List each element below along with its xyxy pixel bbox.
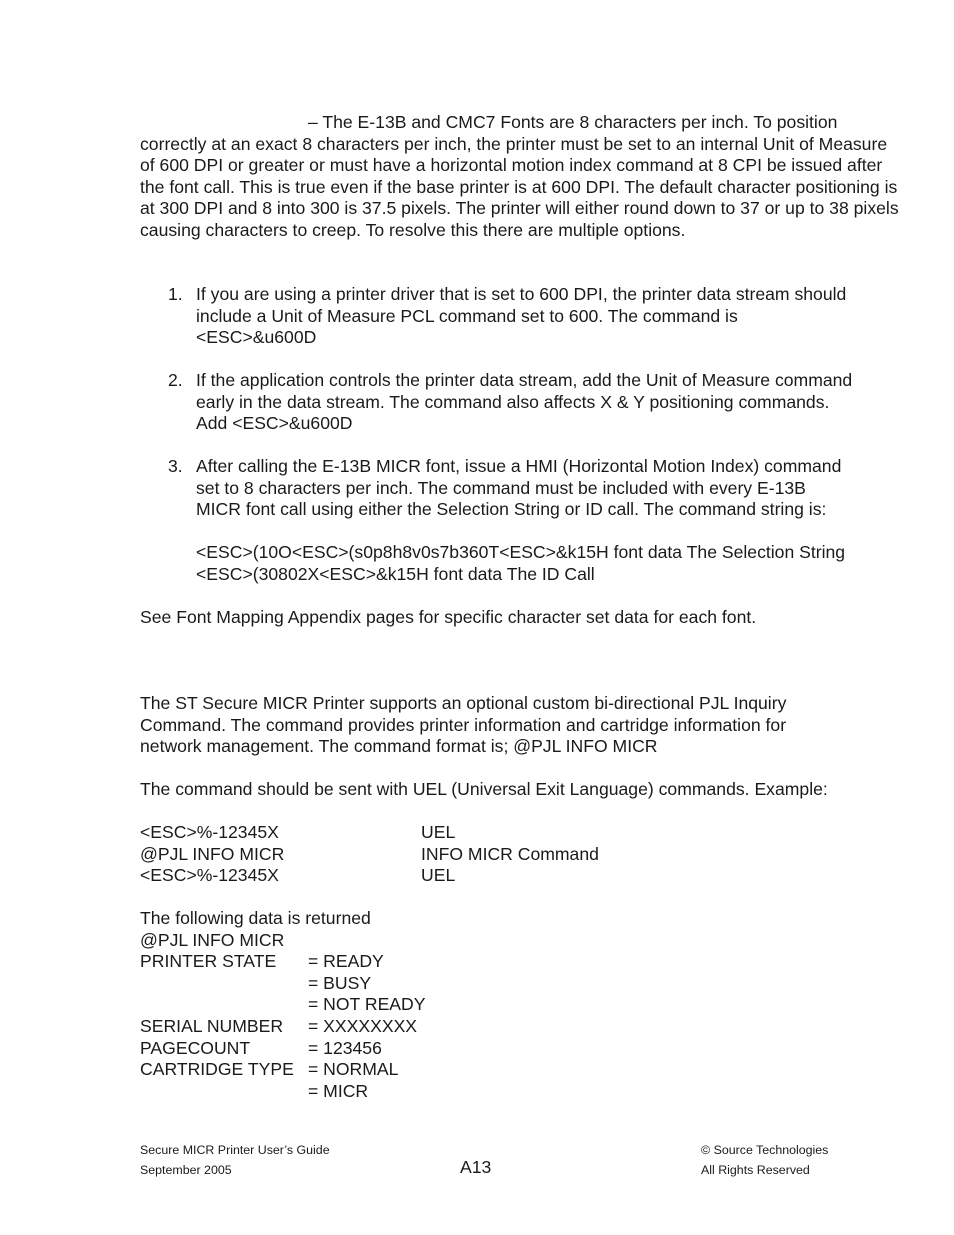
field-label: CARTRIDGE TYPE — [140, 1059, 294, 1080]
uel-example-row — [140, 822, 456, 844]
option-number: 1. — [168, 284, 183, 304]
field-label: SERIAL NUMBER — [140, 1016, 284, 1036]
intro-rest: correctly at an exact 8 characters per inch, the printer must be set to an internal Unit of Measure of 600 DPI or greater or must have a horizontal motion index command at 8 CPI be issued after the font call. This is true even if the base printer is at 600 DPI. The default character positioning is at 300 DPI and 8 into 300 is 37.5 pixels. The printer will either round down to 37 or up to 38 pixels causing characters to creep. To resolve this there are multiple options. — [140, 133, 899, 240]
option-line: <ESC>&u600D — [196, 327, 317, 348]
field-value: = NORMAL — [308, 1059, 399, 1080]
field-value: = NOT READY — [308, 994, 426, 1015]
returned-field-row — [140, 1037, 382, 1060]
returned-intro: The following data is returned — [140, 908, 371, 928]
field-label: PRINTER STATE — [140, 951, 277, 972]
option-body — [196, 370, 900, 435]
uel-meaning: UEL — [421, 822, 456, 842]
option-line: After calling the E-13B MICR font, issue a HMI (Horizontal Motion Index) command — [196, 456, 842, 476]
option-line: If the application controls the printer data stream, add the Unit of Measure command — [196, 370, 853, 390]
uel-example-row — [140, 865, 456, 887]
option-body — [196, 284, 900, 349]
option-number: 3. — [168, 456, 183, 476]
option-line: include a Unit of Measure PCL command set to 600. The command is — [196, 305, 738, 326]
command-string-selection: <ESC>(10O<ESC>(s0p8h8v0s7b360T<ESC>&k15H font data The Selection String — [196, 542, 846, 563]
field-value: = READY — [308, 951, 384, 972]
uel-meaning: UEL — [421, 865, 456, 886]
option-line: set to 8 characters per inch. The command must be included with every E-13B — [196, 477, 806, 498]
pjl-line: network management. The command format is; @PJL INFO MICR — [140, 736, 658, 757]
option-line: MICR font call using either the Selection String or ID call. The command string is: — [196, 499, 827, 520]
footer-rights: All Rights Reserved — [701, 1163, 810, 1177]
footer-guide-title: Secure MICR Printer User’s Guide — [140, 1143, 330, 1157]
returned-field-row — [140, 1059, 399, 1081]
field-value: = MICR — [308, 1080, 369, 1101]
uel-example-row — [140, 843, 599, 866]
footer-date: September 2005 — [140, 1163, 232, 1177]
pjl-line: The ST Secure MICR Printer supports an optional custom bi-directional PJL Inquiry — [140, 693, 787, 713]
uel-command: <ESC>%-12345X — [140, 822, 279, 842]
option-line: early in the data stream. The command also affects X & Y positioning commands. — [196, 391, 830, 412]
returned-field-row — [140, 1016, 418, 1038]
returned-field-row — [140, 951, 384, 973]
field-value: = 123456 — [308, 1037, 382, 1058]
uel-command: @PJL INFO MICR — [140, 843, 285, 864]
option-number: 2. — [168, 370, 183, 390]
footer-copyright: © Source Technologies — [701, 1143, 829, 1157]
option-line: If you are using a printer driver that is set to 600 DPI, the printer data stream should — [196, 284, 847, 304]
command-string-id: <ESC>(30802X<ESC>&k15H font data The ID Call — [196, 563, 595, 584]
footer-page-number: A13 — [460, 1157, 492, 1177]
returned-command: @PJL INFO MICR — [140, 929, 285, 950]
option-line: Add <ESC>&u600D — [196, 413, 353, 434]
uel-meaning: INFO MICR Command — [421, 843, 599, 864]
uel-command: <ESC>%-12345X — [140, 865, 279, 886]
uel-intro: The command should be sent with UEL (Universal Exit Language) commands. Example: — [140, 779, 828, 799]
field-value: = BUSY — [308, 972, 372, 993]
intro-paragraph — [140, 112, 900, 242]
option-body — [196, 456, 900, 586]
field-value: = XXXXXXXX — [308, 1016, 418, 1036]
pjl-paragraph — [140, 693, 900, 758]
field-label: PAGECOUNT — [140, 1037, 251, 1058]
pjl-line: Command. The command provides printer information and cartridge information for — [140, 714, 787, 735]
font-mapping-note: See Font Mapping Appendix pages for specific character set data for each font. — [140, 607, 757, 627]
intro-first-line: – The E-13B and CMC7 Fonts are 8 characters per inch. To position — [308, 112, 838, 132]
